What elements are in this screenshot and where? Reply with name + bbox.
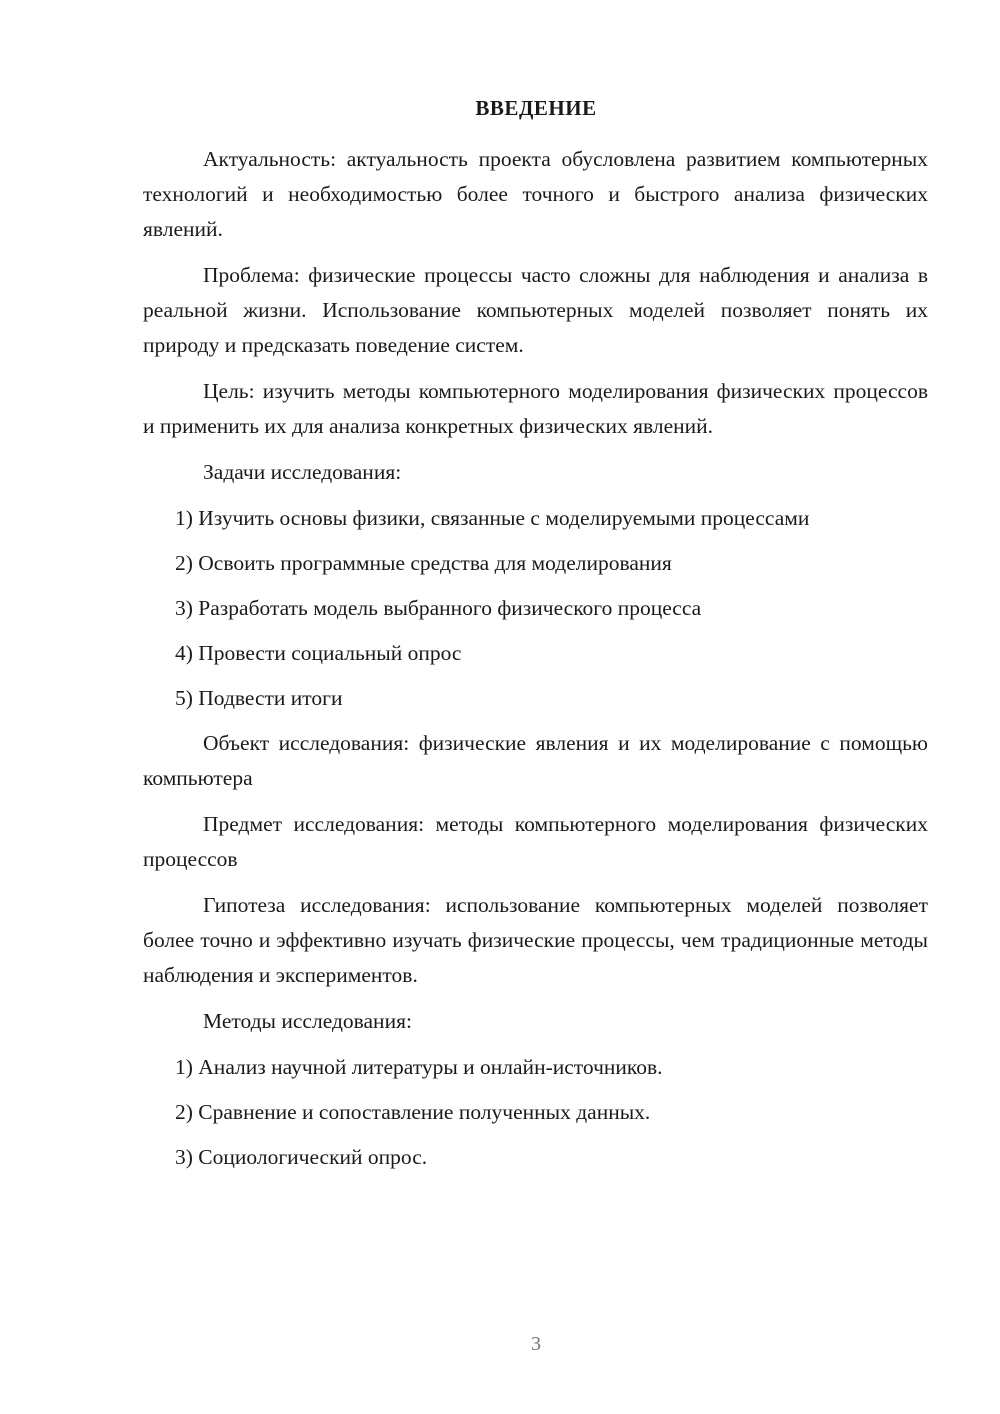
- goal-paragraph: Цель: изучить методы компьютерного моделирования физических процессов и применить их для анализа конкретных физических явлений.: [143, 379, 928, 438]
- methods-heading: Методы исследования:: [203, 1009, 412, 1033]
- relevance-paragraph: Актуальность: актуальность проекта обусловлена развитием компьютерных технологий и необходимостью более точного и быстрого анализа физических явлений.: [143, 147, 928, 241]
- list-item: 2) Сравнение и сопоставление полученных данных.: [175, 1100, 651, 1124]
- tasks-heading: Задачи исследования:: [203, 460, 402, 484]
- document-body: [143, 142, 928, 1185]
- subject-paragraph: Предмет исследования: методы компьютерного моделирования физических процессов: [143, 812, 928, 871]
- methods-list: [143, 1050, 928, 1175]
- list-item: 4) Провести социальный опрос: [175, 641, 462, 665]
- page-number: 3: [531, 1333, 541, 1355]
- list-item: 3) Социологический опрос.: [175, 1145, 428, 1169]
- problem-paragraph: Проблема: физические процессы часто сложны для наблюдения и анализа в реальной жизни. Использование компьютерных моделей позволяет понять их природу и предсказать поведение систем.: [143, 263, 928, 357]
- hypothesis-paragraph: Гипотеза исследования: использование компьютерных моделей позволяет более точно и эффективно изучать физические процессы, чем традиционные методы наблюдения и экспериментов.: [143, 893, 928, 987]
- tasks-list: [143, 501, 928, 716]
- list-item: 3) Разработать модель выбранного физического процесса: [175, 596, 702, 620]
- list-item: 2) Освоить программные средства для моделирования: [175, 551, 672, 575]
- list-item: 5) Подвести итоги: [175, 686, 343, 710]
- page-title: ВВЕДЕНИЕ: [475, 96, 597, 120]
- object-paragraph: Объект исследования: физические явления и их моделирование с помощью компьютера: [143, 731, 928, 790]
- list-item: 1) Изучить основы физики, связанные с моделируемыми процессами: [175, 506, 810, 530]
- list-item: 1) Анализ научной литературы и онлайн-источников.: [175, 1055, 663, 1079]
